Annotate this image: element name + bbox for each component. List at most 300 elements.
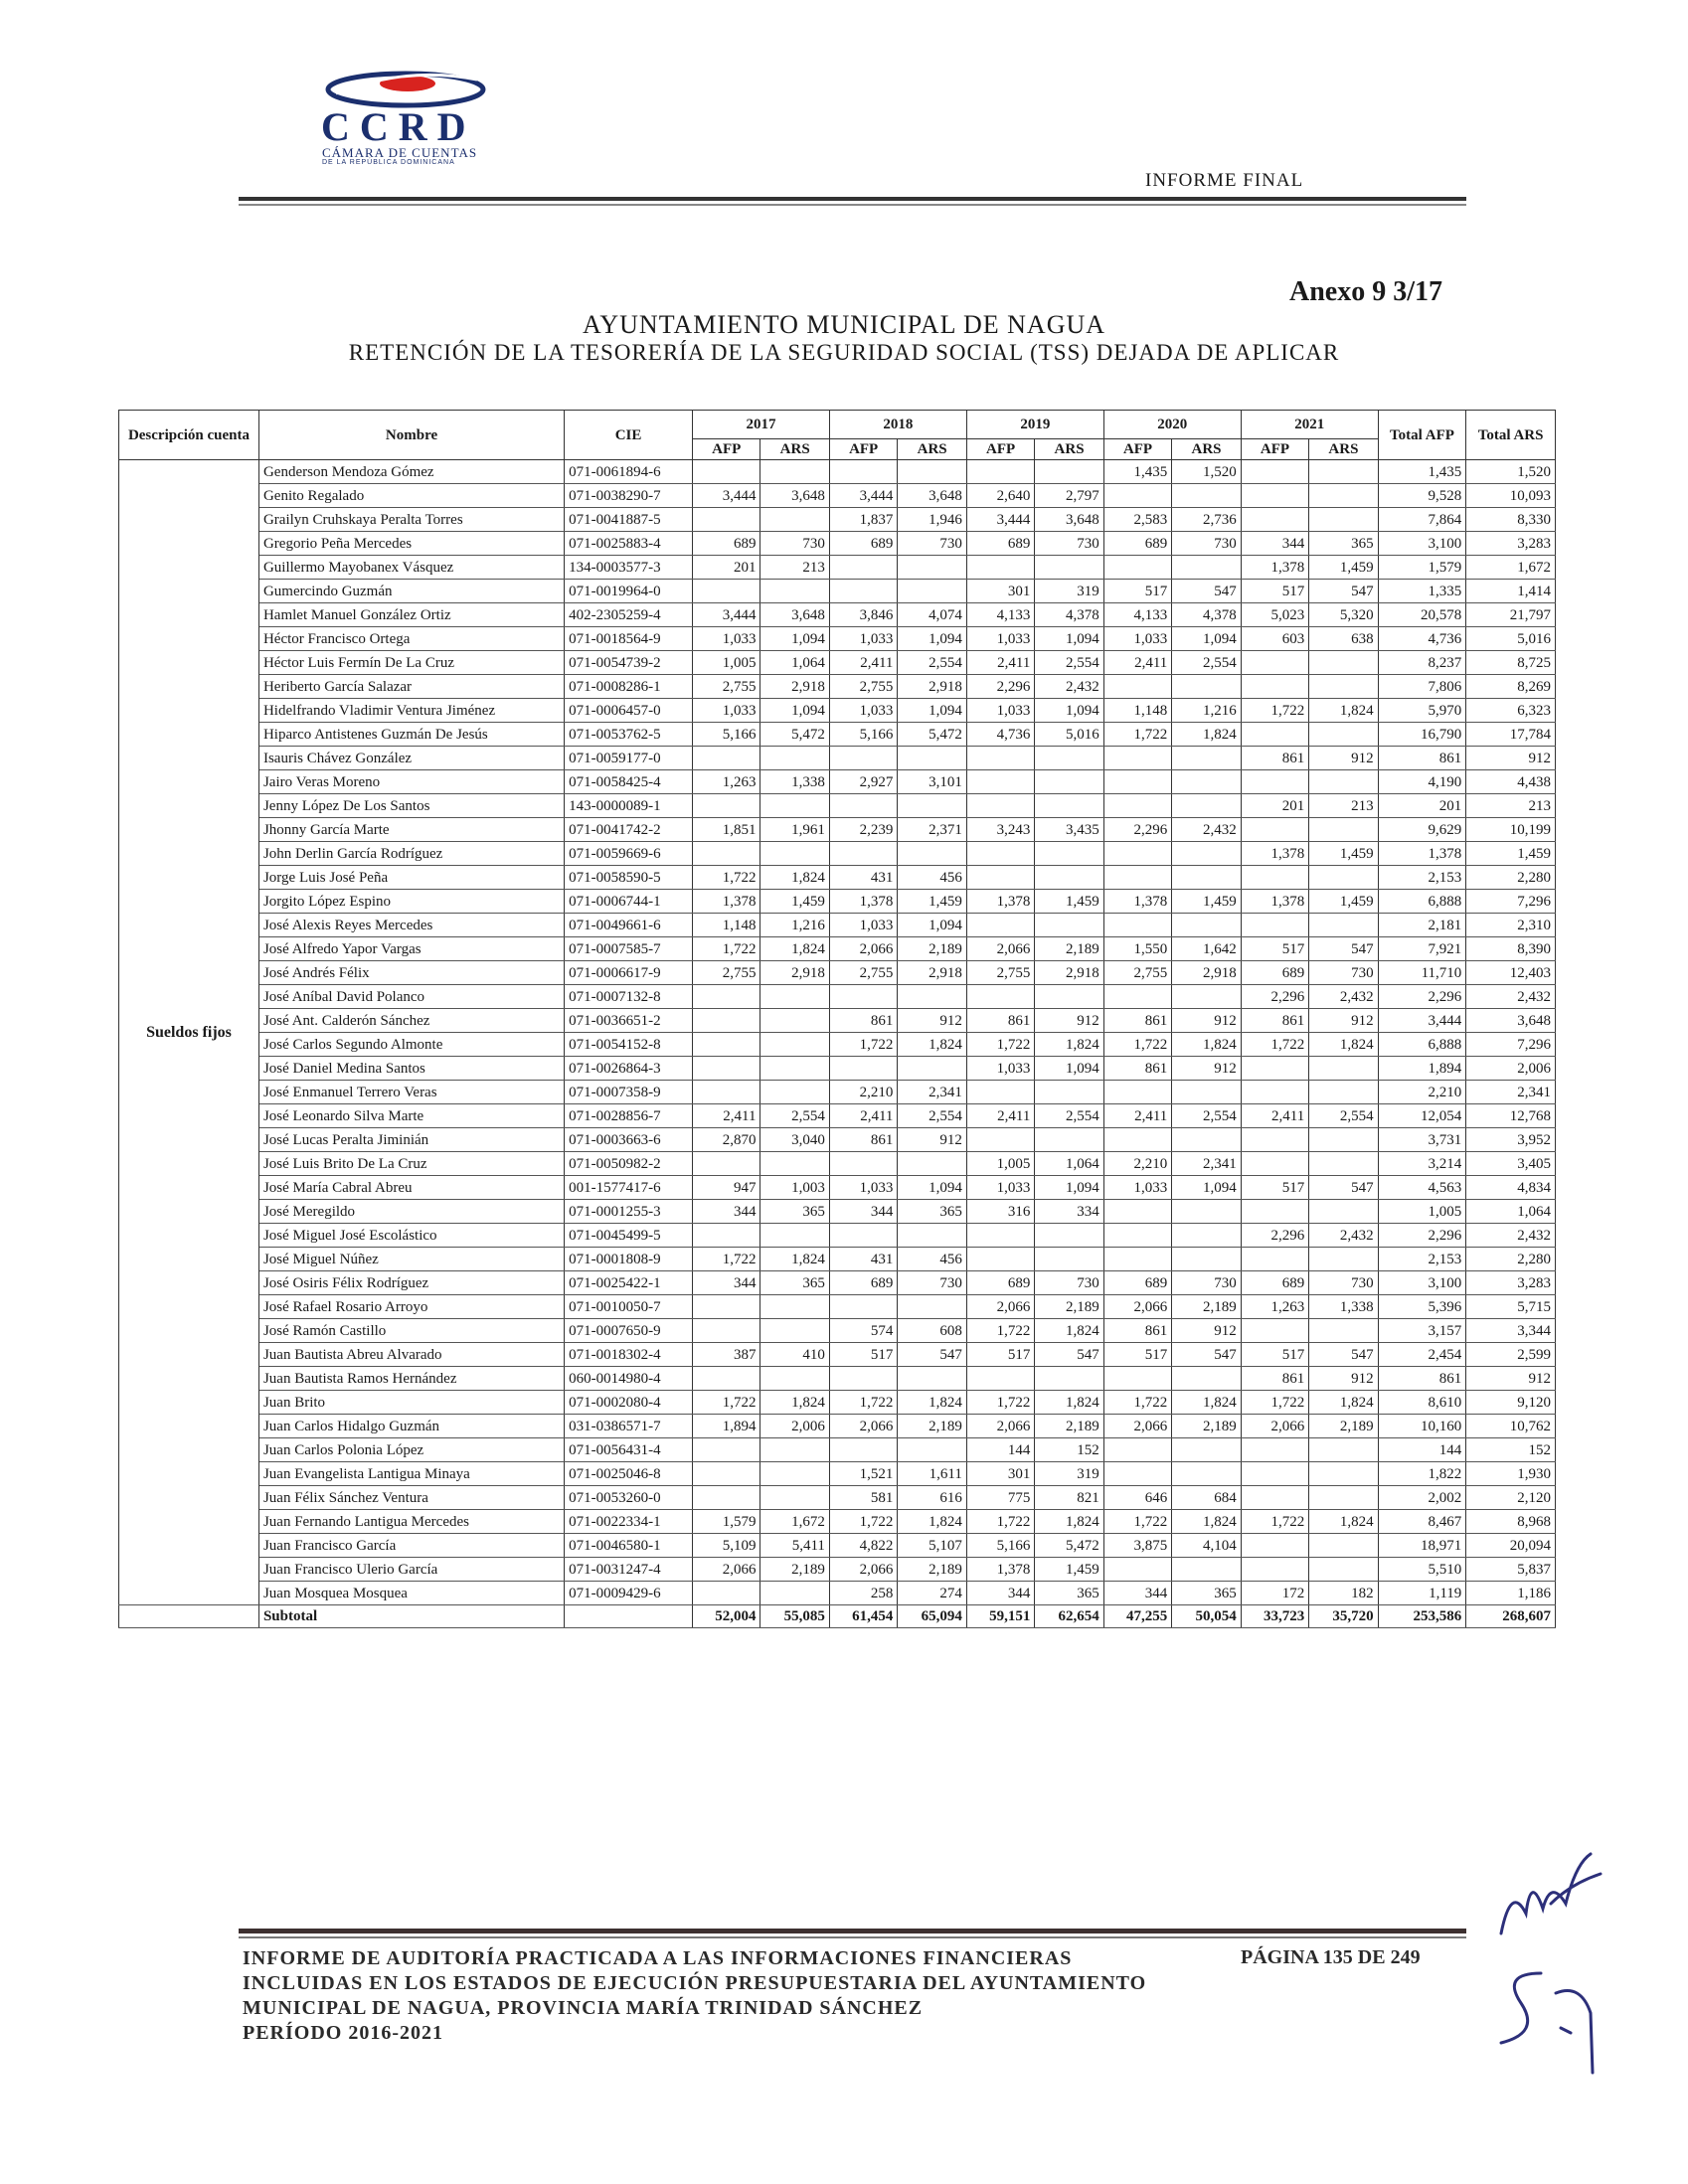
cell-nombre: Héctor Luis Fermín De La Cruz (258, 651, 564, 675)
cell-value (1241, 484, 1308, 508)
cell-value: 1,824 (760, 1391, 829, 1415)
cell-value: 2,371 (898, 818, 966, 842)
cell-value: 301 (966, 1462, 1034, 1486)
cell-value (692, 842, 760, 866)
cell-value: 2,411 (829, 1104, 897, 1128)
cell-value (1103, 1081, 1171, 1104)
cell-cie: 071-0053260-0 (565, 1486, 693, 1510)
cell-value: 684 (1172, 1486, 1241, 1510)
cell-cie: 071-0031247-4 (565, 1558, 693, 1582)
cell-value: 730 (760, 532, 829, 556)
cell-cie: 071-0050982-2 (565, 1152, 693, 1176)
cell-value (829, 1295, 897, 1319)
cell-value (1103, 1224, 1171, 1248)
cell-value: 301 (966, 580, 1034, 603)
cell-value: 5,109 (692, 1534, 760, 1558)
cell-value: 201 (1241, 794, 1308, 818)
table-row (119, 1319, 1556, 1343)
cell-value: 1,722 (692, 1248, 760, 1271)
cell-value: 3,344 (1466, 1319, 1556, 1343)
cell-value: 456 (898, 866, 966, 890)
cell-nombre: José Leonardo Silva Marte (258, 1104, 564, 1128)
cell-cie: 071-0010050-7 (565, 1295, 693, 1319)
cell-value: 9,120 (1466, 1391, 1556, 1415)
cell-value: 334 (1035, 1200, 1103, 1224)
table-row (119, 1176, 1556, 1200)
cell-value (692, 1438, 760, 1462)
cell-value: 2,583 (1103, 508, 1171, 532)
cell-cie: 071-0058590-5 (565, 866, 693, 890)
cell-value: 1,459 (1309, 890, 1378, 914)
cell-value (1309, 1248, 1378, 1271)
table-row (119, 818, 1556, 842)
cell-value: 4,438 (1466, 770, 1556, 794)
cell-value: 9,629 (1378, 818, 1466, 842)
cell-value: 5,472 (1035, 1534, 1103, 1558)
cell-value: 10,093 (1466, 484, 1556, 508)
cell-value (898, 985, 966, 1009)
cell-cie: 071-0041887-5 (565, 508, 693, 532)
cell-value: 1,338 (1309, 1295, 1378, 1319)
cell-value (829, 985, 897, 1009)
cell-cie: 060-0014980-4 (565, 1367, 693, 1391)
cell-value: 1,263 (692, 770, 760, 794)
cell-value: 4,378 (1172, 603, 1241, 627)
cell-value: 912 (1172, 1319, 1241, 1343)
cell-value: 1,722 (966, 1510, 1034, 1534)
cell-value (1309, 914, 1378, 937)
cell-value (1103, 747, 1171, 770)
cell-value (1035, 1128, 1103, 1152)
cell-value (1309, 1558, 1378, 1582)
table-row (119, 1295, 1556, 1319)
cell-value: 2,296 (966, 675, 1034, 699)
cell-value (1035, 914, 1103, 937)
cell-value: 2,554 (898, 1104, 966, 1128)
cell-value: 1,459 (898, 890, 966, 914)
cell-cie: 071-0007650-9 (565, 1319, 693, 1343)
cell-value (1309, 1462, 1378, 1486)
table-row (119, 1534, 1556, 1558)
page-title-text: AYUNTAMIENTO MUNICIPAL DE NAGUA (582, 310, 1106, 339)
cell-value: 861 (966, 1009, 1034, 1033)
subtotal-value: 55,085 (760, 1605, 829, 1628)
cell-value (966, 866, 1034, 890)
cell-value: 1,824 (1309, 1391, 1378, 1415)
cell-value: 1,550 (1103, 937, 1171, 961)
cell-value: 410 (760, 1343, 829, 1367)
cell-value (1035, 1224, 1103, 1248)
cell-value: 4,834 (1466, 1176, 1556, 1200)
cell-value (966, 770, 1034, 794)
table-row (119, 699, 1556, 723)
cell-value: 4,822 (829, 1534, 897, 1558)
cell-value: 861 (1241, 1367, 1308, 1391)
table-row (119, 914, 1556, 937)
cell-value: 2,066 (829, 1415, 897, 1438)
cell-value: 1,094 (898, 914, 966, 937)
table-row (119, 532, 1556, 556)
cell-value: 2,002 (1378, 1486, 1466, 1510)
cell-cie: 071-0018564-9 (565, 627, 693, 651)
cell-value: 912 (1466, 747, 1556, 770)
cell-value: 1,094 (898, 699, 966, 723)
cell-value: 3,444 (1378, 1009, 1466, 1033)
page-number: PÁGINA 135 DE 249 (1241, 1946, 1421, 1968)
cell-value: 1,005 (966, 1152, 1034, 1176)
cell-value: 1,263 (1241, 1295, 1308, 1319)
subtotal-value: 47,255 (1103, 1605, 1171, 1628)
cell-value (1309, 1486, 1378, 1510)
cell-value: 319 (1035, 580, 1103, 603)
cell-value (966, 1128, 1034, 1152)
subtotal-value: 253,586 (1378, 1605, 1466, 1628)
cell-value: 1,378 (966, 1558, 1034, 1582)
cell-value: 1,579 (692, 1510, 760, 1534)
cell-value: 730 (1309, 961, 1378, 985)
cell-value: 2,755 (692, 675, 760, 699)
cell-value: 3,444 (829, 484, 897, 508)
cell-value: 2,153 (1378, 1248, 1466, 1271)
cell-value: 2,755 (966, 961, 1034, 985)
cell-value (1172, 675, 1241, 699)
cell-value: 2,755 (692, 961, 760, 985)
cell-value (1103, 1438, 1171, 1462)
cell-cie: 071-0059177-0 (565, 747, 693, 770)
cell-cie: 071-0045499-5 (565, 1224, 693, 1248)
cell-value (760, 1081, 829, 1104)
header-total-afp: Total AFP (1378, 411, 1466, 460)
cell-nombre: Juan Bautista Abreu Alvarado (258, 1343, 564, 1367)
cell-value: 730 (1172, 532, 1241, 556)
cell-value: 1,459 (1172, 890, 1241, 914)
cell-value: 3,648 (760, 603, 829, 627)
cell-value: 3,214 (1378, 1152, 1466, 1176)
cell-value: 3,648 (1035, 508, 1103, 532)
cell-value: 274 (898, 1582, 966, 1605)
table-row (119, 1486, 1556, 1510)
cell-value: 1,338 (760, 770, 829, 794)
header-afp: AFP (1103, 439, 1171, 460)
cell-value (1035, 866, 1103, 890)
cell-value: 1,033 (829, 699, 897, 723)
table-row (119, 1271, 1556, 1295)
cell-value (1241, 1057, 1308, 1081)
cell-value: 365 (760, 1200, 829, 1224)
table-row (119, 1558, 1556, 1582)
cell-value (692, 747, 760, 770)
cell-value (1309, 1081, 1378, 1104)
cell-value: 144 (1378, 1438, 1466, 1462)
cell-cie: 071-0028856-7 (565, 1104, 693, 1128)
cell-value: 2,189 (898, 937, 966, 961)
cell-value: 5,715 (1466, 1295, 1556, 1319)
cell-value: 861 (1241, 747, 1308, 770)
cell-value: 201 (1378, 794, 1466, 818)
cell-value: 2,918 (1172, 961, 1241, 985)
cell-nombre: Genderson Mendoza Gómez (258, 460, 564, 484)
cell-value: 1,033 (966, 1057, 1034, 1081)
cell-value: 1,822 (1378, 1462, 1466, 1486)
cell-value: 1,520 (1172, 460, 1241, 484)
cell-value: 431 (829, 1248, 897, 1271)
cell-value: 2,006 (1466, 1057, 1556, 1081)
cell-value: 912 (1309, 1367, 1378, 1391)
table-row (119, 1510, 1556, 1534)
cell-value: 2,189 (1172, 1415, 1241, 1438)
cell-value (1309, 866, 1378, 890)
cell-value: 2,153 (1378, 866, 1466, 890)
cell-cie: 071-0008286-1 (565, 675, 693, 699)
cell-value (1035, 1081, 1103, 1104)
cell-value: 1,094 (1035, 699, 1103, 723)
cell-value: 201 (692, 556, 760, 580)
cell-value: 1,611 (898, 1462, 966, 1486)
cell-value: 3,405 (1466, 1152, 1556, 1176)
cell-value: 1,894 (1378, 1057, 1466, 1081)
cell-value: 3,101 (898, 770, 966, 794)
cell-value: 1,216 (1172, 699, 1241, 723)
cell-value: 5,166 (692, 723, 760, 747)
cell-value: 431 (829, 866, 897, 890)
cell-value: 3,846 (829, 603, 897, 627)
cell-nombre: Gregorio Peña Mercedes (258, 532, 564, 556)
cell-value (1241, 1462, 1308, 1486)
cell-value: 1,094 (898, 627, 966, 651)
cell-value: 517 (1103, 580, 1171, 603)
cell-nombre: Juan Bautista Ramos Hernández (258, 1367, 564, 1391)
table-row (119, 675, 1556, 699)
cell-value (966, 1081, 1034, 1104)
cell-value: 7,296 (1466, 890, 1556, 914)
cell-value: 775 (966, 1486, 1034, 1510)
cell-value: 3,444 (692, 484, 760, 508)
table-row (119, 1415, 1556, 1438)
cell-value: 1,824 (898, 1033, 966, 1057)
cell-value: 1,824 (1035, 1510, 1103, 1534)
cell-value (1241, 723, 1308, 747)
header-ars: ARS (1172, 439, 1241, 460)
cell-value (1309, 1319, 1378, 1343)
cell-value: 344 (692, 1271, 760, 1295)
cell-value: 2,454 (1378, 1343, 1466, 1367)
cell-nombre: Héctor Francisco Ortega (258, 627, 564, 651)
cell-value: 5,016 (1035, 723, 1103, 747)
cell-value: 1,722 (966, 1391, 1034, 1415)
cell-value: 3,875 (1103, 1534, 1171, 1558)
cell-value: 861 (1241, 1009, 1308, 1033)
table-row (119, 1009, 1556, 1033)
cell-value: 912 (1466, 1367, 1556, 1391)
cell-value (692, 1081, 760, 1104)
cell-value: 912 (898, 1009, 966, 1033)
subtotal-value: 33,723 (1241, 1605, 1308, 1628)
cell-value: 689 (829, 1271, 897, 1295)
cell-value: 365 (898, 1200, 966, 1224)
cell-value (1241, 866, 1308, 890)
cell-cie: 071-0054739-2 (565, 651, 693, 675)
cell-value: 1,148 (692, 914, 760, 937)
cell-cie: 134-0003577-3 (565, 556, 693, 580)
cell-nombre: Juan Fernando Lantigua Mercedes (258, 1510, 564, 1534)
cell-value: 2,918 (760, 961, 829, 985)
table-row (119, 580, 1556, 603)
cell-value: 2,554 (1035, 1104, 1103, 1128)
cell-value: 4,190 (1378, 770, 1466, 794)
cell-nombre: Jorge Luis José Peña (258, 866, 564, 890)
cell-value: 1,824 (1309, 1510, 1378, 1534)
cell-value: 316 (966, 1200, 1034, 1224)
cell-value: 861 (1378, 747, 1466, 770)
cell-value (1103, 675, 1171, 699)
table-row (119, 1104, 1556, 1128)
cell-value: 1,033 (692, 627, 760, 651)
table-row (119, 1200, 1556, 1224)
cell-value: 1,722 (1103, 1033, 1171, 1057)
cell-value: 1,459 (1466, 842, 1556, 866)
cell-value: 2,797 (1035, 484, 1103, 508)
cell-cie: 071-0003663-6 (565, 1128, 693, 1152)
cell-value (1035, 985, 1103, 1009)
cell-value: 344 (1241, 532, 1308, 556)
table-row (119, 1057, 1556, 1081)
cell-value: 547 (1309, 937, 1378, 961)
cell-value: 2,554 (1035, 651, 1103, 675)
cell-cie: 071-0022334-1 (565, 1510, 693, 1534)
cell-value (1241, 508, 1308, 532)
footer-line: INFORME DE AUDITORÍA PRACTICADA A LAS INFORMACIONES FINANCIERAS (243, 1947, 1073, 1969)
cell-value: 574 (829, 1319, 897, 1343)
table-row (119, 651, 1556, 675)
cell-value (692, 985, 760, 1009)
retention-table (118, 410, 1556, 1628)
cell-nombre: Isauris Chávez González (258, 747, 564, 770)
cell-value: 1,722 (966, 1033, 1034, 1057)
table-row (119, 985, 1556, 1009)
cell-value (898, 1295, 966, 1319)
cell-value: 2,189 (1035, 937, 1103, 961)
cell-value: 4,104 (1172, 1534, 1241, 1558)
cell-value: 7,806 (1378, 675, 1466, 699)
cell-cie: 071-0025422-1 (565, 1271, 693, 1295)
cell-value: 456 (898, 1248, 966, 1271)
cell-cie: 071-0001808-9 (565, 1248, 693, 1271)
cell-value (829, 794, 897, 818)
cell-value: 2,189 (1309, 1415, 1378, 1438)
cell-value: 4,378 (1035, 603, 1103, 627)
cell-value: 912 (1172, 1009, 1241, 1033)
cell-value: 2,432 (1466, 1224, 1556, 1248)
cell-value (829, 747, 897, 770)
cell-value: 8,968 (1466, 1510, 1556, 1534)
cell-value: 1,064 (760, 651, 829, 675)
cell-value (1172, 556, 1241, 580)
cell-value (1241, 1534, 1308, 1558)
cell-value: 1,851 (692, 818, 760, 842)
cell-value (692, 1009, 760, 1033)
cell-value: 8,237 (1378, 651, 1466, 675)
cell-value: 12,054 (1378, 1104, 1466, 1128)
header-total-ars: Total ARS (1466, 411, 1556, 460)
cell-value: 861 (1103, 1057, 1171, 1081)
cell-value: 7,296 (1466, 1033, 1556, 1057)
cell-value (1103, 985, 1171, 1009)
cell-value: 1,722 (966, 1319, 1034, 1343)
cell-value: 1,005 (1378, 1200, 1466, 1224)
cell-value: 2,554 (760, 1104, 829, 1128)
cell-value (760, 1057, 829, 1081)
table-row (119, 1582, 1556, 1605)
cell-value (692, 1033, 760, 1057)
cell-value: 5,472 (898, 723, 966, 747)
cell-value (898, 794, 966, 818)
cell-value (829, 460, 897, 484)
table-row (119, 937, 1556, 961)
cell-value: 5,023 (1241, 603, 1308, 627)
header-ars: ARS (1035, 439, 1103, 460)
cell-value (760, 1582, 829, 1605)
table-row (119, 1248, 1556, 1271)
cell-value: 689 (966, 532, 1034, 556)
cell-nombre: José Ant. Calderón Sánchez (258, 1009, 564, 1033)
cell-value: 8,467 (1378, 1510, 1466, 1534)
cell-value: 821 (1035, 1486, 1103, 1510)
table-row (119, 508, 1556, 532)
cell-value (898, 842, 966, 866)
subtotal-value: 65,094 (898, 1605, 966, 1628)
cell-value (966, 794, 1034, 818)
cell-value: 1,094 (760, 627, 829, 651)
cell-value: 10,762 (1466, 1415, 1556, 1438)
table-row (119, 866, 1556, 890)
table-row (119, 1462, 1556, 1486)
cell-value: 8,610 (1378, 1391, 1466, 1415)
cell-value: 1,094 (1035, 1057, 1103, 1081)
cell-value: 5,411 (760, 1534, 829, 1558)
cell-value: 8,330 (1466, 508, 1556, 532)
cell-value: 547 (898, 1343, 966, 1367)
table-row (119, 627, 1556, 651)
annex-label: Anexo 9 3/17 (1289, 276, 1442, 307)
cell-cie: 071-0007132-8 (565, 985, 693, 1009)
cell-value: 5,396 (1378, 1295, 1466, 1319)
subtotal-value: 61,454 (829, 1605, 897, 1628)
cell-value: 1,378 (1241, 842, 1308, 866)
cell-value: 912 (898, 1128, 966, 1152)
cell-nombre: Gumercindo Guzmán (258, 580, 564, 603)
cell-value (760, 1224, 829, 1248)
cell-value (1241, 1558, 1308, 1582)
cell-value: 2,296 (1103, 818, 1171, 842)
cell-value (829, 556, 897, 580)
cell-value (898, 747, 966, 770)
cell-value: 1,722 (692, 1391, 760, 1415)
cell-value: 581 (829, 1486, 897, 1510)
cell-value: 1,722 (829, 1510, 897, 1534)
cell-value: 1,459 (760, 890, 829, 914)
table-row (119, 1224, 1556, 1248)
cell-value (1241, 675, 1308, 699)
cell-value: 1,824 (760, 1248, 829, 1271)
cell-value (692, 794, 760, 818)
cell-cie: 071-0061894-6 (565, 460, 693, 484)
header-afp: AFP (966, 439, 1034, 460)
logo-line1: CÁMARA DE CUENTAS (322, 145, 478, 160)
cell-value (1241, 1128, 1308, 1152)
cell-value: 2,432 (1309, 1224, 1378, 1248)
cell-value: 730 (1172, 1271, 1241, 1295)
cell-value: 3,100 (1378, 532, 1466, 556)
